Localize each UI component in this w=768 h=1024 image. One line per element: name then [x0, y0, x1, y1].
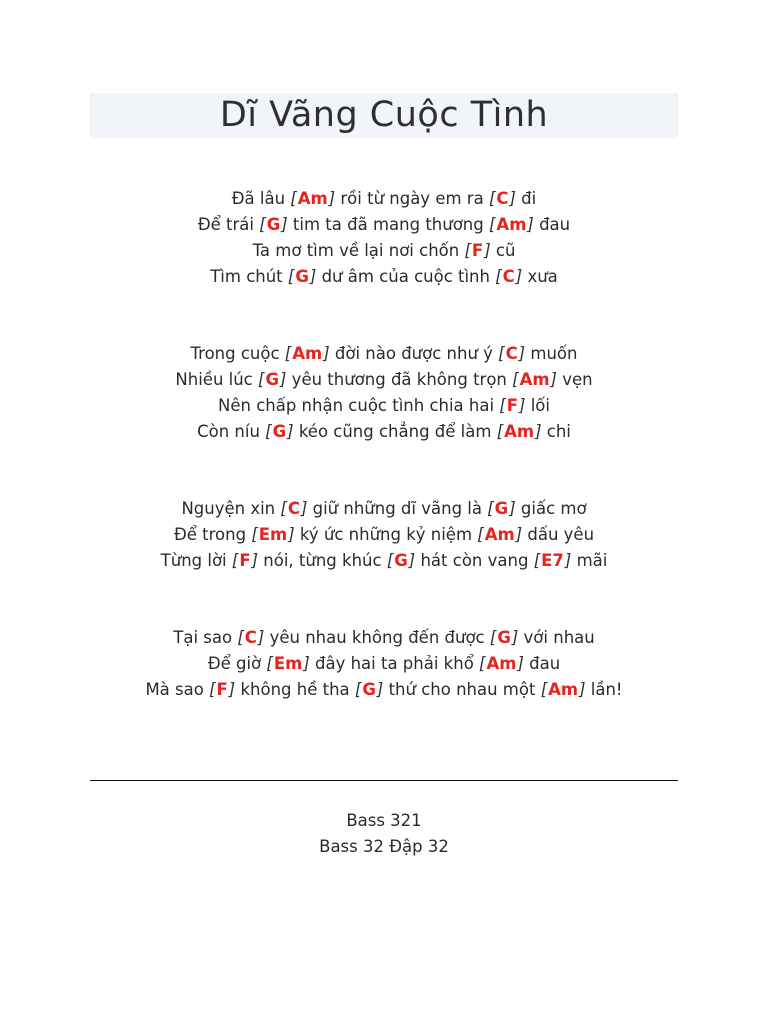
- title-bar: [90, 93, 678, 138]
- chord: [Am]: [540, 680, 586, 699]
- lyric-line: [90, 367, 678, 393]
- chord: [G]: [258, 370, 287, 389]
- chord-name: G: [295, 267, 309, 286]
- chord-name: Am: [548, 680, 579, 699]
- lyric-text: vẹn: [556, 370, 593, 389]
- chord-name: G: [265, 370, 279, 389]
- chord: [F]: [464, 241, 491, 260]
- chord-name: G: [362, 680, 376, 699]
- lyric-text: chi: [541, 422, 571, 441]
- lyric-line: [90, 496, 678, 522]
- lyric-text: không hề tha: [235, 680, 355, 699]
- chord: [F]: [231, 551, 259, 570]
- lyric-text: Để giờ: [207, 654, 267, 673]
- lyric-text: Nên chấp nhận cuộc tình chia hai: [218, 396, 500, 415]
- lyric-text: Mà sao: [145, 680, 210, 699]
- chord-name: Am: [519, 370, 550, 389]
- lyric-text: hát còn vang: [415, 551, 534, 570]
- lyric-text: Nguyện xin: [181, 499, 281, 518]
- strumming-notes: [90, 808, 678, 860]
- chord-name: F: [216, 680, 228, 699]
- chord-name: G: [266, 215, 281, 234]
- song-title: Dĩ Vãng Cuộc Tình: [219, 95, 549, 135]
- divider: [90, 780, 678, 781]
- lyric-line: [90, 393, 678, 419]
- lyric-text: lần!: [585, 680, 623, 699]
- chord: [F]: [499, 396, 526, 415]
- lyric-text: đây hai ta phải khổ: [309, 654, 480, 673]
- chord-name: Am: [484, 525, 515, 544]
- chord: [C]: [280, 499, 308, 518]
- chord: [G]: [265, 422, 294, 441]
- lyric-text: mãi: [571, 551, 608, 570]
- chord-name: Am: [496, 215, 527, 234]
- chord: [C]: [488, 189, 516, 208]
- lyric-text: muốn: [525, 344, 578, 363]
- chord-name: F: [506, 396, 519, 415]
- lyric-text: rồi từ ngày em ra: [335, 189, 489, 208]
- lyric-line: [90, 212, 678, 238]
- lyric-text: đi: [515, 189, 537, 208]
- lyric-line: [90, 238, 678, 264]
- lyric-text: Đã lâu: [231, 189, 291, 208]
- lyric-line: [90, 548, 678, 574]
- chord: [G]: [386, 551, 416, 570]
- lyric-text: Nhiều lúc: [175, 370, 259, 389]
- chord-name: Em: [258, 525, 288, 544]
- lyrics: [90, 186, 678, 754]
- lyric-text: đau: [523, 654, 561, 673]
- chord-name: G: [394, 551, 408, 570]
- chord-name: C: [505, 344, 518, 363]
- chord-name: F: [239, 551, 251, 570]
- lyric-line: [90, 522, 678, 548]
- chord-name: C: [496, 189, 509, 208]
- lyric-text: kéo cũng chẳng để làm: [293, 422, 497, 441]
- lyric-text: giữ những dĩ vãng là: [307, 499, 488, 518]
- lyric-text: dấu yêu: [522, 525, 595, 544]
- chord: [Am]: [488, 215, 534, 234]
- chord-name: E7: [541, 551, 564, 570]
- chord-name: C: [244, 628, 257, 647]
- chord: [E7]: [533, 551, 572, 570]
- chord: [Em]: [251, 525, 295, 544]
- lyric-line: [90, 625, 678, 651]
- chord: [C]: [495, 267, 523, 286]
- lyric-text: đau: [533, 215, 571, 234]
- stanza: [90, 496, 678, 574]
- chord: [Am]: [290, 189, 336, 208]
- lyric-line: [90, 419, 678, 445]
- lyric-line: [90, 651, 678, 677]
- lyric-text: với nhau: [518, 628, 595, 647]
- chord-name: F: [471, 241, 484, 260]
- note-line: Bass 32 Đập 32: [319, 837, 449, 856]
- chord-name: G: [494, 499, 509, 518]
- lyric-text: lối: [525, 396, 550, 415]
- chord-name: G: [272, 422, 287, 441]
- chord: [Am]: [479, 654, 524, 673]
- chord: [Am]: [284, 344, 330, 363]
- lyric-text: Để trong: [173, 525, 252, 544]
- chord-name: Em: [273, 654, 303, 673]
- chord: [C]: [237, 628, 265, 647]
- lyric-text: Để trái: [197, 215, 260, 234]
- lyric-text: thứ cho nhau một: [383, 680, 541, 699]
- chord-name: Am: [486, 654, 517, 673]
- lyric-text: cũ: [490, 241, 516, 260]
- chord-name: G: [497, 628, 511, 647]
- chord-name: C: [502, 267, 515, 286]
- chord-name: Am: [292, 344, 323, 363]
- lyric-text: dư âm của cuộc tình: [316, 267, 496, 286]
- lyric-text: yêu nhau không đến được: [264, 628, 490, 647]
- lyric-text: xưa: [522, 267, 558, 286]
- chord: [G]: [259, 215, 288, 234]
- chord-name: Am: [504, 422, 535, 441]
- lyric-line: [90, 264, 678, 290]
- lyric-text: Ta mơ tìm về lại nơi chốn: [252, 241, 465, 260]
- lyric-text: Tại sao: [173, 628, 238, 647]
- lyric-text: Từng lời: [160, 551, 232, 570]
- note-line: Bass 321: [346, 811, 422, 830]
- chord: [G]: [287, 267, 317, 286]
- chord: [Am]: [496, 422, 542, 441]
- chord: [G]: [354, 680, 384, 699]
- chord-name: Am: [297, 189, 328, 208]
- lyric-line: [90, 677, 678, 703]
- chord: [G]: [489, 628, 519, 647]
- chord: [Am]: [512, 370, 557, 389]
- lyric-text: Còn níu: [197, 422, 266, 441]
- lyric-line: [90, 341, 678, 367]
- chord: [G]: [487, 499, 516, 518]
- lyric-text: Tìm chút: [210, 267, 288, 286]
- stanza: [90, 341, 678, 445]
- lyric-text: yêu thương đã không trọn: [286, 370, 513, 389]
- chord: [C]: [498, 344, 526, 363]
- stanza: [90, 625, 678, 703]
- chord-name: C: [287, 499, 300, 518]
- lyric-text: đời nào được như ý: [329, 344, 499, 363]
- lyric-text: tim ta đã mang thương: [287, 215, 489, 234]
- lyric-text: giấc mơ: [515, 499, 587, 518]
- lyric-text: Trong cuộc: [190, 344, 285, 363]
- chord: [Em]: [266, 654, 310, 673]
- stanza: [90, 186, 678, 290]
- lyric-line: [90, 186, 678, 212]
- chord: [F]: [209, 680, 236, 699]
- lyric-text: ký ức những kỷ niệm: [294, 525, 478, 544]
- lyric-text: nói, từng khúc: [258, 551, 387, 570]
- chord: [Am]: [477, 525, 523, 544]
